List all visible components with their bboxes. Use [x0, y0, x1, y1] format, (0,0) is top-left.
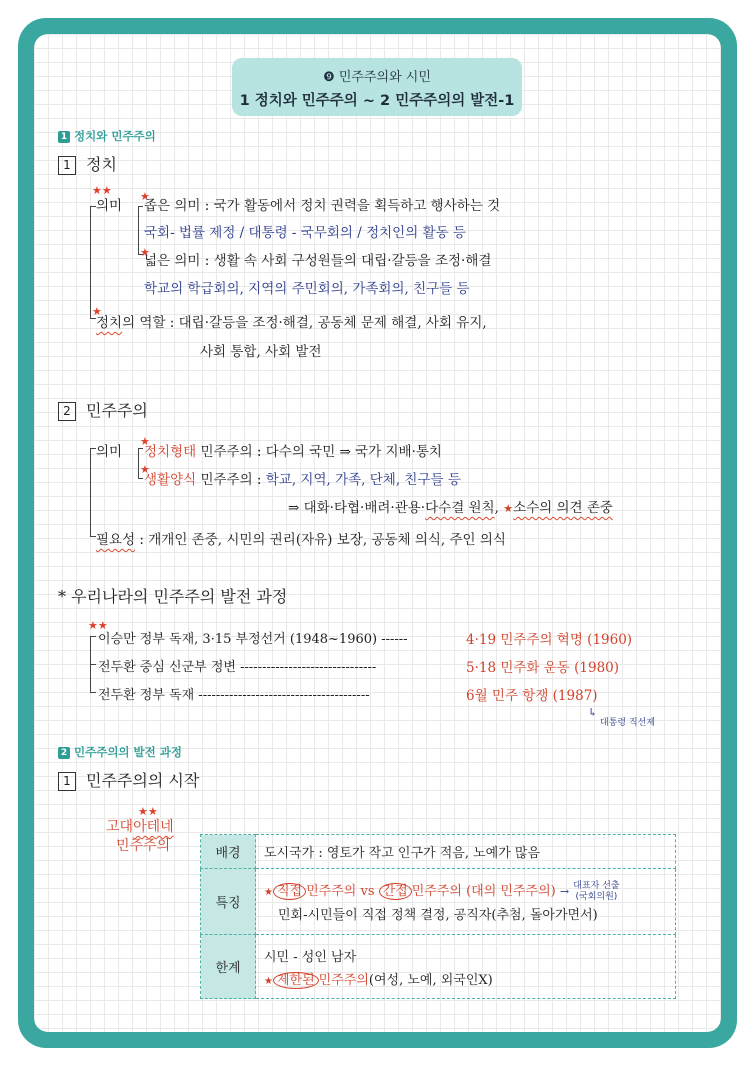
section2-number: 2 [58, 747, 70, 759]
korea-row-left: 이승만 정부 독재, 3·15 부정선거 (1948~1960) ------ [98, 632, 408, 647]
limit-line1: 시민 - 성인 남자 [264, 949, 357, 965]
majority-rule: 다수결 원칙 [425, 500, 495, 516]
star-icon: ★ [264, 975, 273, 987]
table-row [201, 835, 676, 869]
feature-line2: 민회-시민들이 직접 정책 결정, 공직자(추첨, 돌아가면서) [278, 908, 598, 924]
star-icon: ★★ [138, 805, 158, 818]
table-row [201, 869, 676, 935]
korea-row-right: 6월 민주 항쟁 (1987) [466, 688, 598, 704]
background-text: 도시국가 : 영토가 작고 인구가 적음, 노예가 많음 [256, 835, 676, 869]
political-form-text: 민주주의 : 다수의 국민 ⇒ 국가 지배·통치 [196, 444, 442, 460]
bracket-tick [138, 448, 143, 449]
title-box [232, 58, 522, 116]
politics-role-continued: 사회 통합, 사회 발전 [200, 344, 322, 360]
indirect-democracy: 민주주의 (대의 민주주의) [411, 883, 556, 899]
democracy-bracket [90, 448, 91, 536]
narrow-example: 국회- 법률 제정 / 대통령 - 국무회의 / 정치인의 활동 등 [144, 225, 466, 241]
section1-header [58, 128, 156, 144]
star-icon: ★ [503, 502, 514, 515]
athens-name: 아테네 [133, 819, 174, 835]
start-heading-text: 민주주의의 시작 [86, 771, 200, 790]
democratic-values [288, 496, 613, 516]
athens-table [200, 834, 676, 999]
athens-label-line1 [106, 816, 174, 836]
values-separator: , [494, 500, 504, 516]
democracy-heading-text: 민주주의 [86, 401, 148, 420]
politics-role [96, 311, 487, 331]
vs-text: vs [360, 883, 375, 899]
section2-label: 민주주의의 발전 과정 [74, 745, 182, 759]
arrow-icon: ↳ [588, 706, 598, 719]
title-line2: 1 정치와 민주주의 ~ 2 민주주의의 발전-1 [239, 93, 515, 109]
political-form [144, 440, 442, 460]
way-of-life-label: 생활양식 [144, 472, 197, 488]
star-icon: ★ [140, 435, 150, 448]
role-label: 정치 [96, 315, 123, 331]
political-form-label: 정치형태 [144, 444, 197, 460]
meaning-bracket [138, 206, 139, 254]
bracket-tick [138, 206, 143, 207]
democracy-number: 2 [58, 402, 76, 421]
start-number: 1 [58, 772, 76, 791]
democracy-meaning-bracket [138, 448, 139, 478]
star-icon: ★★ [92, 184, 112, 197]
star-icon: ★★ [88, 619, 108, 632]
politics-meaning-label: 의미 [96, 198, 123, 214]
star-icon: ★ [92, 305, 102, 318]
direct-democracy: 민주주의 [306, 883, 357, 899]
table-row [201, 935, 676, 999]
korea-note: 대통령 직선제 [600, 718, 656, 728]
democracy-necessity [96, 528, 506, 548]
star-icon: ★ [140, 190, 150, 203]
korea-row-right: 5·18 민주화 운동 (1980) [466, 660, 620, 676]
democracy-heading [58, 398, 148, 421]
narrow-meaning: 좁은 의미 : 국가 활동에서 정치 권력을 획득하고 행사하는 것 [144, 198, 501, 214]
title-line1: ❾ 민주주의와 시민 [323, 70, 431, 85]
necessity-label: 필요성 [96, 532, 136, 548]
korea-row-left: 전두환 중심 신군부 정변 ------------------------------- [98, 660, 377, 675]
way-of-life [144, 468, 461, 488]
necessity-text: : 개개인 존중, 시민의 권리(자유) 보장, 공동체 의식, 주인 의식 [135, 532, 506, 548]
background-label: 배경 [201, 835, 256, 869]
note-line2: (국회의원) [575, 892, 618, 903]
direct-word: 직접 [273, 883, 306, 900]
star-icon: ★ [140, 246, 150, 259]
section2-header [58, 744, 182, 760]
broad-example: 학교의 학급회의, 지역의 주민회의, 가족회의, 친구들 등 [144, 281, 470, 297]
indirect-word: 간접 [379, 883, 412, 900]
bracket-tick [90, 664, 96, 665]
way-of-life-mid: 민주주의 : [196, 472, 266, 488]
limit-line2 [264, 969, 667, 988]
section1-label: 정치와 민주주의 [74, 129, 156, 143]
politics-heading-text: 정치 [86, 155, 117, 174]
korea-heading: * 우리나라의 민주주의 발전 과정 [58, 587, 288, 606]
section1-number: 1 [58, 131, 70, 143]
bracket-tick [90, 636, 96, 637]
athens-label-line2: 민주주의 [116, 838, 171, 854]
korea-row-left: 전두환 정부 독재 --------------------------------------- [98, 688, 370, 703]
star-icon: ★ [264, 886, 273, 898]
broad-meaning: 넓은 의미 : 생활 속 사회 구성원들의 대립·갈등을 조정·해결 [144, 253, 492, 269]
limit-democracy: 민주주의 [318, 972, 369, 988]
star-icon: ★ [140, 463, 150, 476]
feature-line1 [264, 880, 667, 903]
politics-number: 1 [58, 156, 76, 175]
bracket-tick [90, 692, 96, 693]
role-text: 의 역할 : 대립·갈등을 조정·해결, 공동체 문제 해결, 사회 유지, [122, 315, 487, 331]
limit-cell [256, 935, 676, 999]
democracy-meaning-label: 의미 [96, 444, 123, 460]
way-of-life-example: 학교, 지역, 가족, 단체, 친구들 등 [265, 472, 461, 488]
limit-label: 한계 [201, 935, 256, 999]
representative-note [573, 880, 619, 902]
korea-row-right: 4·19 민주주의 혁명 (1960) [466, 632, 633, 648]
politics-heading [58, 152, 117, 175]
minority-respect: 소수의 의견 존중 [513, 500, 613, 516]
feature-label: 특징 [201, 869, 256, 935]
athens-ancient: 고대 [106, 819, 134, 835]
limit-rest: (여성, 노예, 외국인X) [368, 972, 493, 988]
note-line1: 대표자 선출 [573, 881, 620, 892]
arrow-icon: → [559, 884, 570, 898]
note-paper [34, 34, 721, 1032]
bracket-tick [138, 478, 143, 479]
start-heading [58, 768, 199, 791]
limited-word: 제한된 [273, 972, 319, 989]
values-prefix: ⇒ 대화·타협·배려·관용· [288, 500, 426, 516]
feature-cell [256, 869, 676, 935]
politics-bracket [90, 206, 91, 318]
